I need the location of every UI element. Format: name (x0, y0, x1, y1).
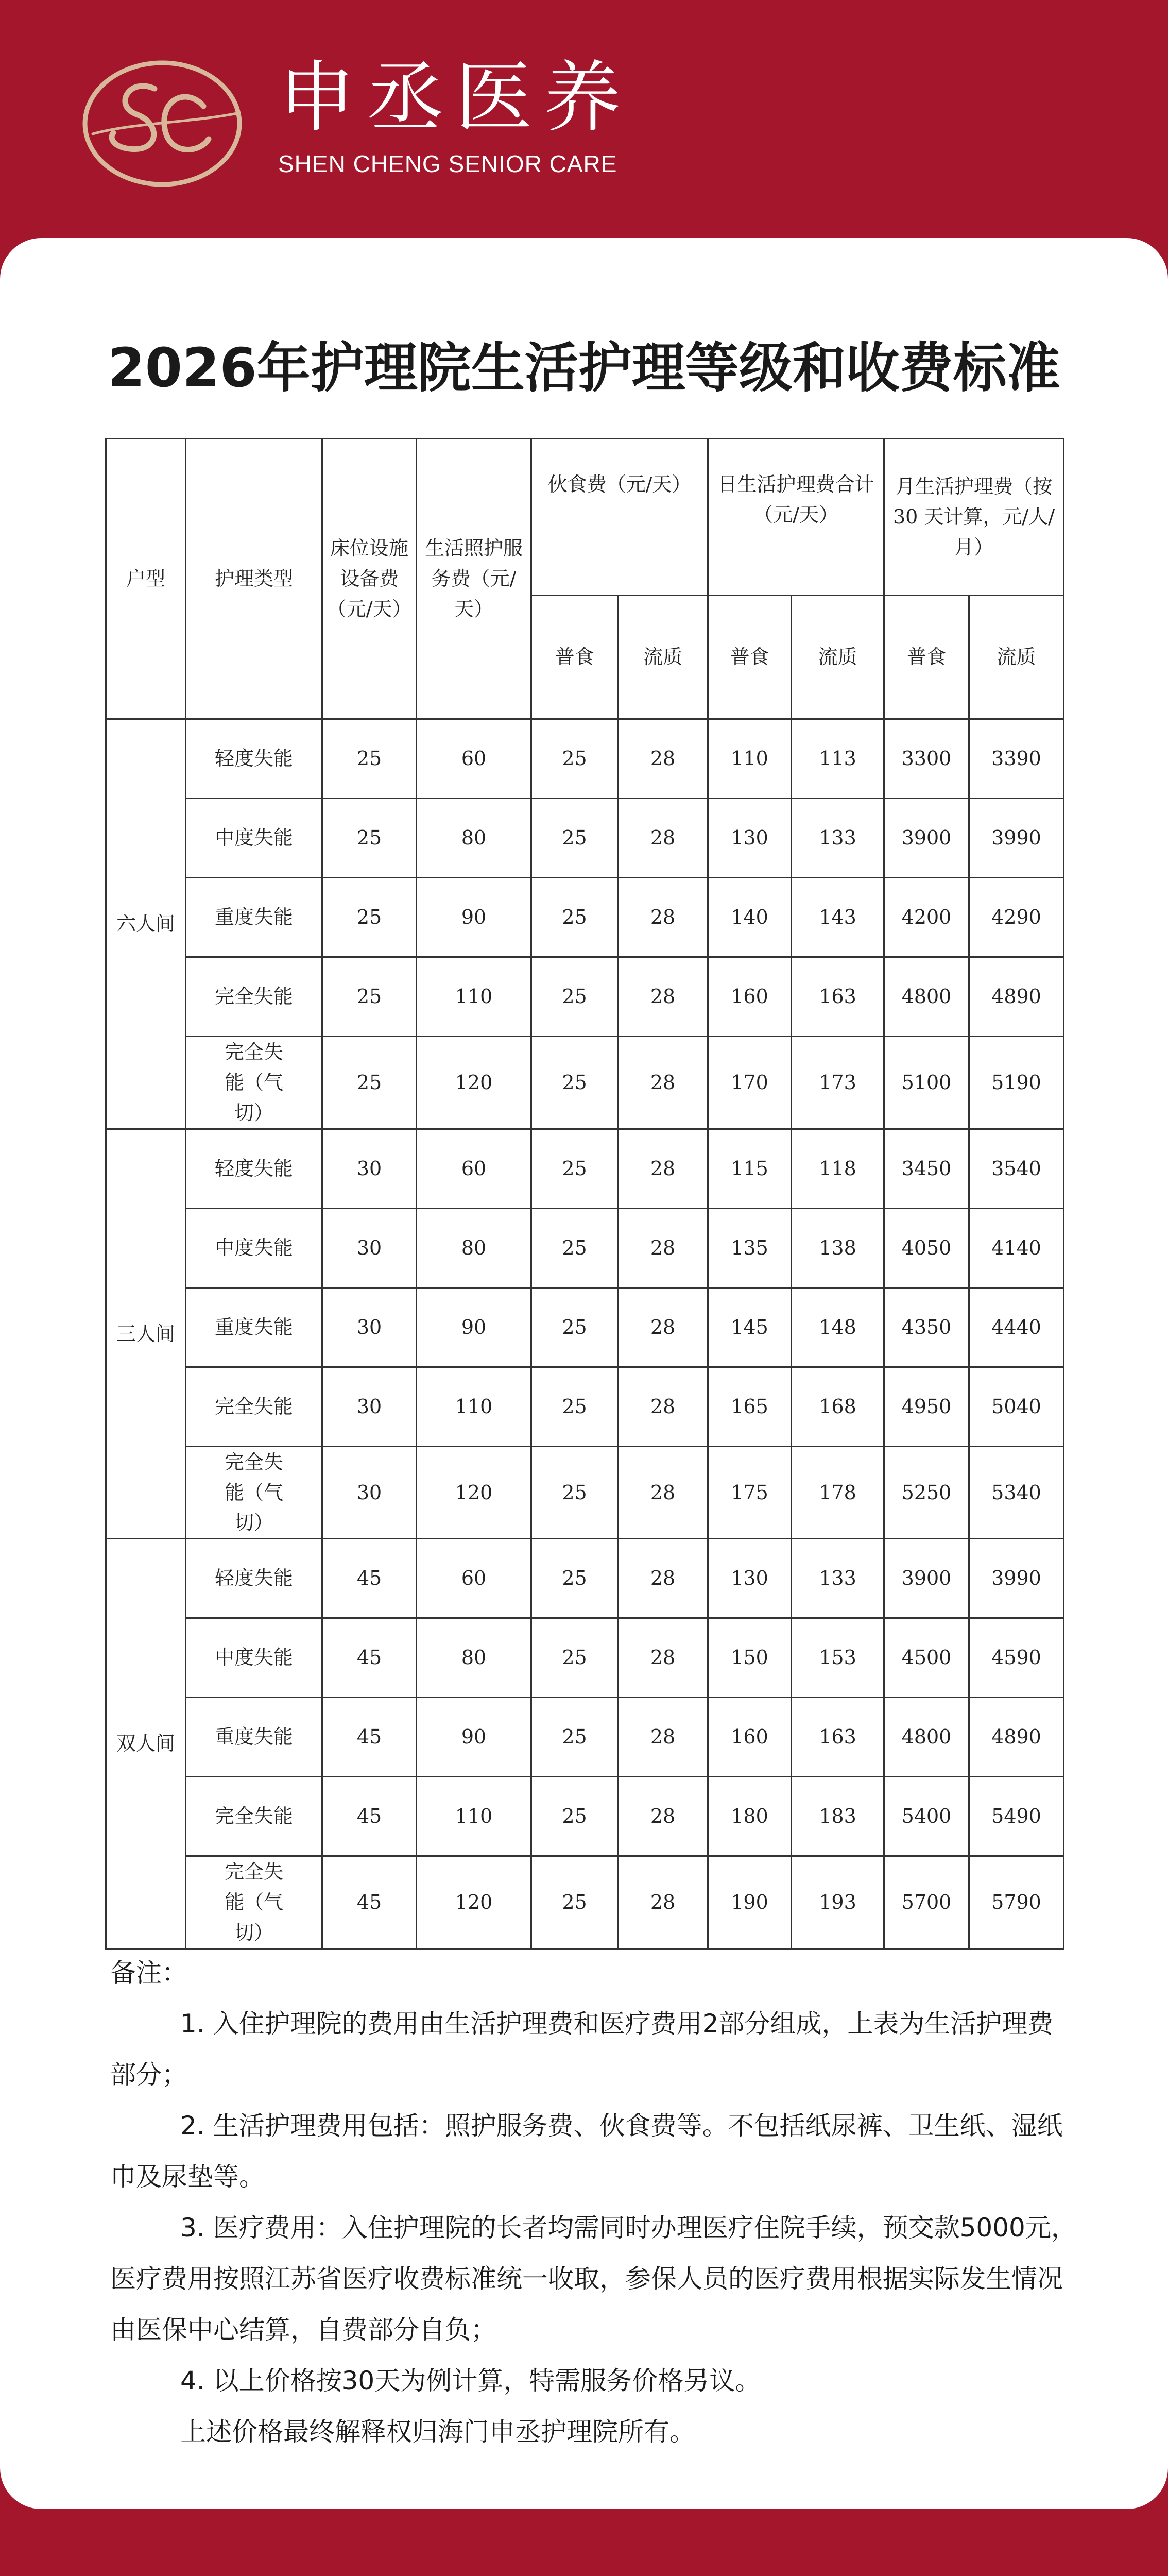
table-row (106, 957, 1064, 1037)
subheader-meal-liquid: 流质 (618, 596, 708, 719)
table-row (106, 1208, 1064, 1287)
cell-care-type: 中度失能 (186, 1208, 322, 1287)
cell-monthly-normal: 4800 (884, 1698, 969, 1777)
cell-bed-fee: 45 (322, 1618, 417, 1698)
cell-daily-normal: 130 (708, 1539, 792, 1618)
cell-room-type: 六人间 (106, 719, 186, 1129)
table-header-row (106, 439, 1064, 596)
cell-meal-liquid: 28 (618, 1446, 708, 1539)
cell-daily-liquid: 113 (792, 719, 884, 799)
cell-bed-fee: 45 (322, 1539, 417, 1618)
table-row (106, 1129, 1064, 1208)
cell-bed-fee: 25 (322, 957, 417, 1037)
cell-monthly-normal: 4350 (884, 1287, 969, 1367)
cell-daily-liquid: 138 (792, 1208, 884, 1287)
header-daily-total: 日生活护理费合计（元/天） (708, 439, 884, 596)
note-item: 1. 入住护理院的费用由生活护理费和医疗费用2部分组成，上表为生活护理费部分； (110, 2009, 1054, 2090)
cell-care-fee: 60 (417, 1129, 531, 1208)
cell-daily-normal: 190 (708, 1856, 792, 1949)
cell-daily-normal: 145 (708, 1287, 792, 1367)
cell-meal-liquid: 28 (618, 1698, 708, 1777)
cell-daily-liquid: 153 (792, 1618, 884, 1698)
cell-care-fee: 80 (417, 1618, 531, 1698)
cell-daily-liquid: 173 (792, 1037, 884, 1129)
note-item: 2. 生活护理费用包括：照护服务费、伙食费等。不包括纸尿裤、卫生纸、湿纸巾及尿垫等。 (110, 2111, 1063, 2192)
cell-care-fee: 110 (417, 957, 531, 1037)
table-row (106, 1367, 1064, 1446)
cell-care-fee: 90 (417, 1287, 531, 1367)
cell-care-fee: 120 (417, 1856, 531, 1949)
header-monthly-fee: 月生活护理费（按 30 天计算，元/人/月） (884, 439, 1064, 596)
cell-daily-liquid: 178 (792, 1446, 884, 1539)
cell-meal-normal: 25 (531, 1856, 618, 1949)
fee-table (105, 438, 1064, 1950)
cell-meal-liquid: 28 (618, 878, 708, 957)
header-bed-fee: 床位设施设备费（元/天） (322, 439, 417, 719)
cell-meal-liquid: 28 (618, 719, 708, 799)
cell-care-type: 重度失能 (186, 1287, 322, 1367)
cell-daily-normal: 175 (708, 1446, 792, 1539)
cell-meal-normal: 25 (531, 719, 618, 799)
table-row (106, 1856, 1064, 1949)
cell-daily-liquid: 148 (792, 1287, 884, 1367)
cell-care-fee: 110 (417, 1777, 531, 1856)
cell-bed-fee: 25 (322, 719, 417, 799)
cell-daily-normal: 135 (708, 1208, 792, 1287)
subheader-daily-liquid: 流质 (792, 596, 884, 719)
table-row (106, 1539, 1064, 1618)
cell-care-fee: 120 (417, 1446, 531, 1539)
cell-meal-liquid: 28 (618, 799, 708, 878)
cell-meal-normal: 25 (531, 1367, 618, 1446)
cell-meal-liquid: 28 (618, 1856, 708, 1949)
cell-monthly-liquid: 5340 (969, 1446, 1064, 1539)
cell-care-type: 完全失能（气切） (186, 1856, 322, 1949)
table-row (106, 878, 1064, 957)
cell-care-fee: 80 (417, 1208, 531, 1287)
cell-daily-normal: 115 (708, 1129, 792, 1208)
cell-bed-fee: 45 (322, 1698, 417, 1777)
cell-meal-normal: 25 (531, 1287, 618, 1367)
cell-bed-fee: 30 (322, 1208, 417, 1287)
cell-meal-normal: 25 (531, 1037, 618, 1129)
cell-daily-normal: 170 (708, 1037, 792, 1129)
header-meal-fee: 伙食费（元/天） (531, 439, 708, 596)
cell-meal-liquid: 28 (618, 1208, 708, 1287)
cell-care-type: 中度失能 (186, 799, 322, 878)
fee-table-body (106, 719, 1064, 1949)
cell-monthly-normal: 3300 (884, 719, 969, 799)
notes-section (110, 1947, 1078, 2458)
cell-room-type: 双人间 (106, 1539, 186, 1949)
page-title: 2026年护理院生活护理等级和收费标准 (108, 336, 1060, 399)
cell-monthly-normal: 5100 (884, 1037, 969, 1129)
cell-care-type: 重度失能 (186, 878, 322, 957)
subheader-monthly-normal: 普食 (884, 596, 969, 719)
cell-care-fee: 90 (417, 1698, 531, 1777)
cell-meal-liquid: 28 (618, 1287, 708, 1367)
table-row (106, 1777, 1064, 1856)
cell-meal-normal: 25 (531, 1446, 618, 1539)
cell-monthly-normal: 4500 (884, 1618, 969, 1698)
cell-care-fee: 80 (417, 799, 531, 878)
cell-care-type: 完全失能 (186, 1777, 322, 1856)
cell-care-type: 中度失能 (186, 1618, 322, 1698)
cell-monthly-normal: 5400 (884, 1777, 969, 1856)
cell-monthly-normal: 3900 (884, 799, 969, 878)
cell-monthly-liquid: 4140 (969, 1208, 1064, 1287)
brand-name-en: SHEN CHENG SENIOR CARE (278, 150, 617, 177)
cell-room-type: 三人间 (106, 1129, 186, 1539)
cell-bed-fee: 25 (322, 799, 417, 878)
cell-daily-liquid: 133 (792, 1539, 884, 1618)
cell-bed-fee: 30 (322, 1446, 417, 1539)
subheader-meal-normal: 普食 (531, 596, 618, 719)
note-item: 4. 以上价格按30天为例计算，特需服务价格另议。 (180, 2366, 761, 2396)
cell-care-fee: 120 (417, 1037, 531, 1129)
cell-daily-liquid: 133 (792, 799, 884, 878)
cell-care-type: 完全失能 (186, 1367, 322, 1446)
cell-daily-normal: 130 (708, 799, 792, 878)
cell-meal-liquid: 28 (618, 1129, 708, 1208)
cell-daily-liquid: 168 (792, 1367, 884, 1446)
cell-monthly-normal: 3900 (884, 1539, 969, 1618)
cell-daily-normal: 165 (708, 1367, 792, 1446)
cell-monthly-normal: 4200 (884, 878, 969, 957)
cell-daily-liquid: 143 (792, 878, 884, 957)
table-row (106, 1618, 1064, 1698)
cell-care-fee: 90 (417, 878, 531, 957)
cell-meal-liquid: 28 (618, 1367, 708, 1446)
table-row (106, 799, 1064, 878)
note-item: 上述价格最终解释权归海门申丞护理院所有。 (180, 2417, 695, 2447)
cell-bed-fee: 25 (322, 878, 417, 957)
cell-monthly-liquid: 4590 (969, 1618, 1064, 1698)
cell-monthly-liquid: 5190 (969, 1037, 1064, 1129)
cell-monthly-liquid: 3540 (969, 1129, 1064, 1208)
cell-monthly-liquid: 5040 (969, 1367, 1064, 1446)
cell-meal-normal: 25 (531, 1129, 618, 1208)
cell-bed-fee: 30 (322, 1129, 417, 1208)
cell-daily-normal: 160 (708, 1698, 792, 1777)
note-item: 3. 医疗费用：入住护理院的长者均需同时办理医疗住院手续，预交款5000元，医疗费用按照江苏省医疗收费标准统一收取，参保人员的医疗费用根据实际发生情况由医保中心结算，自费部分自负； (110, 2213, 1077, 2345)
cell-monthly-liquid: 3390 (969, 719, 1064, 799)
cell-care-fee: 60 (417, 1539, 531, 1618)
header-care-type: 护理类型 (186, 439, 322, 719)
table-row (106, 719, 1064, 799)
cell-daily-normal: 180 (708, 1777, 792, 1856)
cell-meal-normal: 25 (531, 1539, 618, 1618)
cell-meal-normal: 25 (531, 1208, 618, 1287)
cell-daily-liquid: 193 (792, 1856, 884, 1949)
cell-care-type: 完全失能（气切） (186, 1037, 322, 1129)
cell-care-type: 重度失能 (186, 1698, 322, 1777)
cell-meal-normal: 25 (531, 1777, 618, 1856)
table-row (106, 1287, 1064, 1367)
cell-bed-fee: 25 (322, 1037, 417, 1129)
table-row (106, 1446, 1064, 1539)
cell-bed-fee: 30 (322, 1367, 417, 1446)
table-row (106, 1037, 1064, 1129)
cell-meal-liquid: 28 (618, 1037, 708, 1129)
cell-care-type: 轻度失能 (186, 1539, 322, 1618)
cell-meal-liquid: 28 (618, 1618, 708, 1698)
cell-monthly-liquid: 3990 (969, 799, 1064, 878)
cell-daily-liquid: 163 (792, 957, 884, 1037)
table-row (106, 1698, 1064, 1777)
cell-bed-fee: 45 (322, 1856, 417, 1949)
cell-monthly-liquid: 4890 (969, 957, 1064, 1037)
header-band (0, 0, 1168, 242)
cell-monthly-liquid: 4440 (969, 1287, 1064, 1367)
cell-daily-normal: 150 (708, 1618, 792, 1698)
cell-monthly-liquid: 5790 (969, 1856, 1064, 1949)
cell-daily-liquid: 163 (792, 1698, 884, 1777)
cell-meal-liquid: 28 (618, 1539, 708, 1618)
cell-meal-normal: 25 (531, 1698, 618, 1777)
cell-monthly-liquid: 3990 (969, 1539, 1064, 1618)
content-card (0, 238, 1168, 2509)
cell-meal-normal: 25 (531, 957, 618, 1037)
cell-care-type: 轻度失能 (186, 719, 322, 799)
cell-care-type: 完全失能（气切） (186, 1446, 322, 1539)
cell-monthly-normal: 4050 (884, 1208, 969, 1287)
cell-daily-normal: 140 (708, 878, 792, 957)
cell-monthly-normal: 4950 (884, 1367, 969, 1446)
cell-monthly-liquid: 5490 (969, 1777, 1064, 1856)
notes-heading: 备注： (110, 1958, 187, 1988)
cell-meal-normal: 25 (531, 1618, 618, 1698)
header-room-type: 户型 (106, 439, 186, 719)
subheader-monthly-liquid: 流质 (969, 596, 1064, 719)
cell-monthly-liquid: 4290 (969, 878, 1064, 957)
cell-care-fee: 110 (417, 1367, 531, 1446)
cell-monthly-normal: 5250 (884, 1446, 969, 1539)
cell-care-type: 轻度失能 (186, 1129, 322, 1208)
subheader-daily-normal: 普食 (708, 596, 792, 719)
brand-name-cn: 申丞医养 (278, 53, 633, 143)
cell-meal-normal: 25 (531, 799, 618, 878)
sc-monogram-logo-icon (77, 57, 247, 191)
cell-meal-normal: 25 (531, 878, 618, 957)
cell-monthly-normal: 5700 (884, 1856, 969, 1949)
cell-monthly-liquid: 4890 (969, 1698, 1064, 1777)
cell-care-fee: 60 (417, 719, 531, 799)
cell-bed-fee: 45 (322, 1777, 417, 1856)
cell-meal-liquid: 28 (618, 1777, 708, 1856)
cell-monthly-normal: 4800 (884, 957, 969, 1037)
cell-daily-liquid: 183 (792, 1777, 884, 1856)
cell-bed-fee: 30 (322, 1287, 417, 1367)
header-care-fee: 生活照护服务费（元/天） (417, 439, 531, 719)
cell-monthly-normal: 3450 (884, 1129, 969, 1208)
cell-meal-liquid: 28 (618, 957, 708, 1037)
cell-daily-liquid: 118 (792, 1129, 884, 1208)
cell-care-type: 完全失能 (186, 957, 322, 1037)
cell-daily-normal: 110 (708, 719, 792, 799)
cell-daily-normal: 160 (708, 957, 792, 1037)
